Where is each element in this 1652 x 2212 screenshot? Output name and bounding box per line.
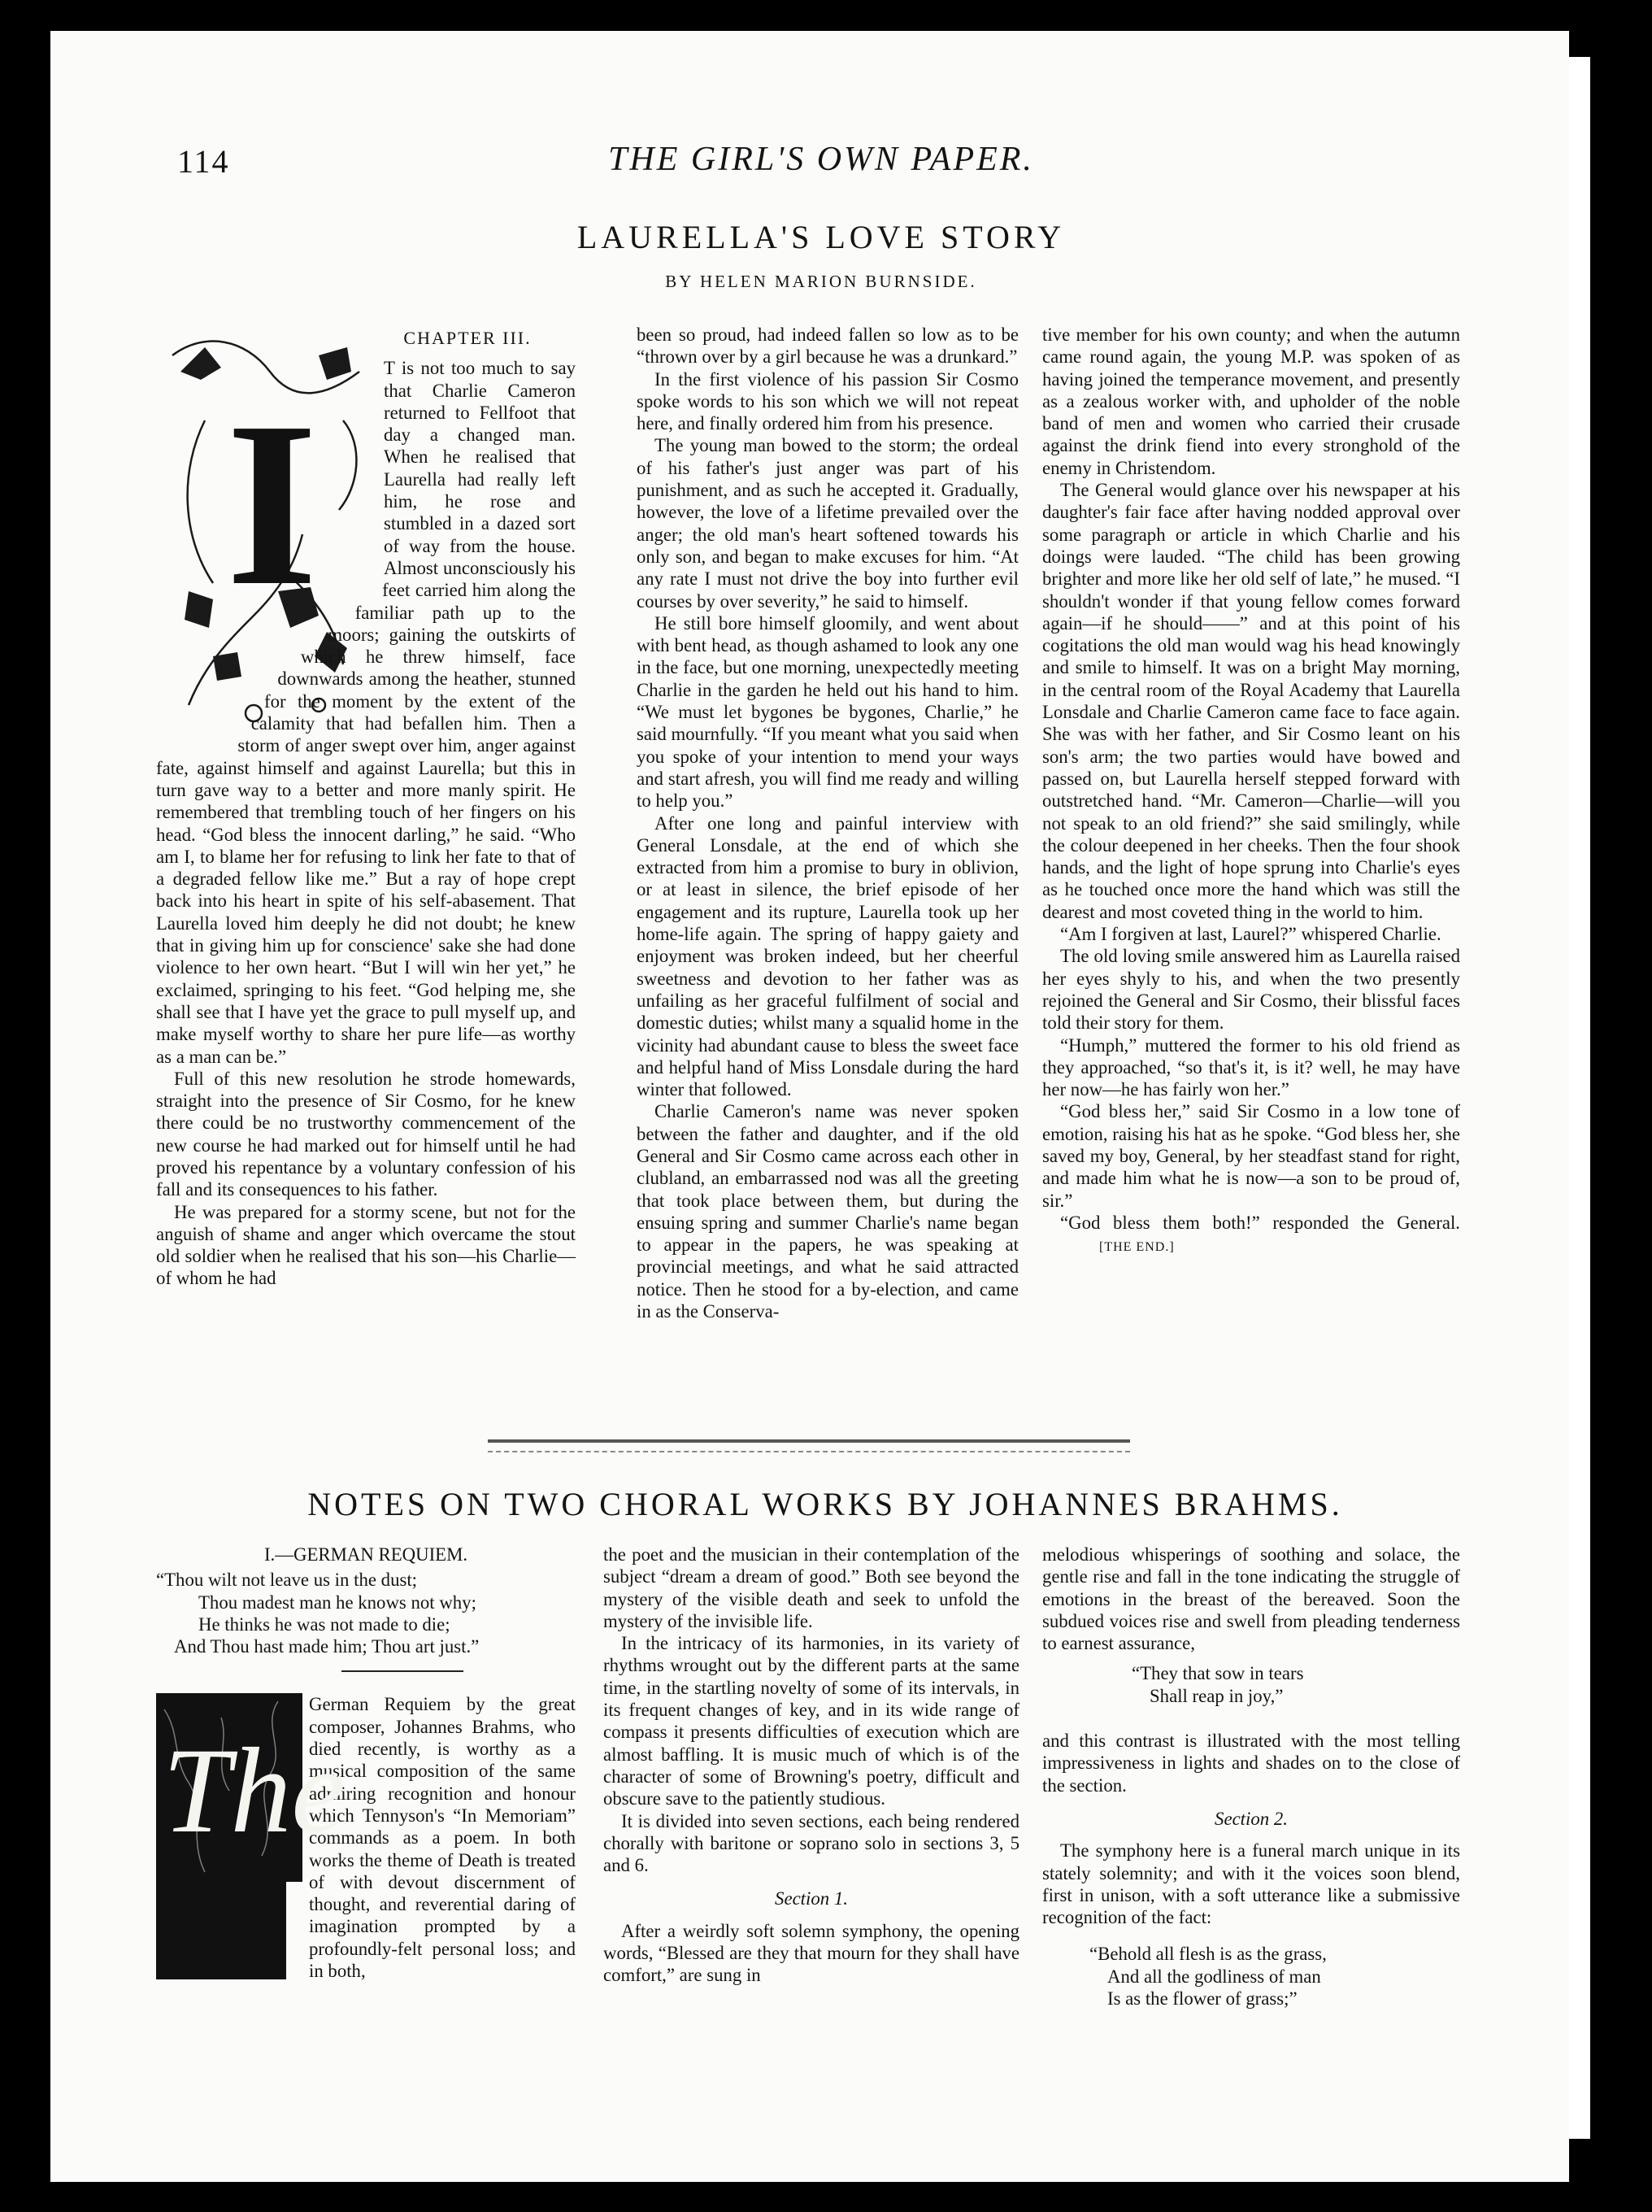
facing-page-edge [1569,57,1590,2139]
epigraph [156,1569,576,1657]
paragraph: the poet and the musician in their contemplation of the subject “dream a dream of good.” Both see beyond the mystery of the visible death and seek to unfold the mystery of the invisible life. [603,1544,1019,1631]
section-heading: Section 2. [1215,1808,1288,1829]
notes-column-2 [603,1544,1019,1987]
verse-line: “Behold all flesh is as the grass, [1089,1944,1327,1965]
paragraph: Full of this new resolution he strode homewards, straight into the presence of Sir Cosmo, for he knew there could be no trustworthy commencement of the new course he had marked out for himself until he had proved his repentance by a voluntary confession of his fall and its consequences to his father. [156,1068,576,1200]
paragraph: It is divided into seven sections, each being rendered chorally with baritone or soprano solo in sections 3, 5 and 6. [603,1810,1019,1876]
paragraph: Charlie Cameron's name was never spoken between the father and daughter, and if the old General and Sir Cosmo came across each other in clubland, an embarrassed nod was all the greeting that took place between them, but during the ensuing spring and summer Charlie's name began to appear in the papers, he was speaking at provincial meetings, and what he said attracted notice. Then he stood for a by-election, and came in as the Conserva- [637,1101,1019,1322]
verse [1089,1943,1460,2010]
verse-line: And all the godliness of man [1107,1966,1321,1987]
closing-line: “God bless them both!” responded the General. [1060,1212,1460,1233]
story-column-3 [1042,324,1460,1258]
verse [1132,1662,1460,1707]
paragraph [1042,1212,1460,1259]
paragraph: “Humph,” muttered the former to his old friend as they approached, “so that's it, is it? well, he may have her now—he has fairly won her.” [1042,1034,1460,1100]
notes-column-1 [156,1544,576,1982]
paragraph: “Am I forgiven at last, Laurel?” whispered Charlie. [1060,924,1441,945]
paragraph: “God bless her,” said Sir Cosmo in a low tone of emotion, raising his hat as he spoke. “God bless her, she saved my boy, General, by her steadfast stand for right, and made him what he is now—a son to be proud of, sir.” [1042,1101,1460,1211]
chapter-heading: CHAPTER III. [403,328,532,348]
paragraph: In the intricacy of its harmonies, in its variety of rhythms wrought out by the different parts at the same time, in the startling novelty of some of its intervals, in its frequent changes of key, and in its wide range of compass it presents difficulties of execution which are almost baffling. It is music much of which is of the character of some of Browning's poetry, difficult and obscure save to the patiently studious. [603,1633,1019,1809]
notes-subheading: I.—GERMAN REQUIEM. [263,1544,468,1565]
epigraph-line: And Thou hast made him; Thou art just.” [174,1636,480,1657]
story-byline: BY HELEN MARION BURNSIDE. [665,272,977,291]
paragraph: tive member for his own county; and when the autumn came round again, the young M.P. was spoken of as having joined the temperance movement, and presently as a zealous worker with, and upholder of the noble band of men and women who carried their crusade against the drink fiend into every stronghold of the enemy in Christendom. [1042,324,1460,478]
paragraph: T is not too much to say that Charlie Cameron returned to Fellfoot that day a changed man. When he realised that Laurella had really left him, he rose and stumbled in a dazed sort of way from the house. Almost unconsciously his feet carried him along the familiar path up to the moors; gaining the outskirts of which he threw himself, face downwards among the heather, stunned for the moment by the extent of the calamity that had befallen him. Then a storm of anger swept over him, anger against fate, against himself and against Laurella; but this in turn gave way to a better and more manly spirit. He remembered that trembling touch of her fingers on his head. “God bless the innocent darling,” he said. “Who am I, to blame her for refusing to link her fate to that of a degraded fellow like me.” But a ray of hope crept back into his heart in spite of his self-abasement. That Laurella loved him deeply he did not doubt; he knew that in giving him up for conscience' sake she had done violence to her own heart. “But I will win her yet,” he exclaimed, springing to his feet. “God helping me, she shall see that I have yet the grace to pull myself up, and make myself worthy to share her pure life—as worthy as a man can be.” [156,358,576,1067]
drop-cap-block-lower [156,1882,286,1979]
story-title: LAURELLA'S LOVE STORY [576,219,1066,255]
running-header: THE GIRL'S OWN PAPER. [608,141,1034,178]
drop-cap-letter: I [226,373,318,635]
paragraph: After a weirdly soft solemn symphony, the opening words, “Blessed are they that mourn for they shall have comfort,” are sung in [603,1920,1019,1986]
notes-title: NOTES ON TWO CHORAL WORKS BY JOHANNES BRAHMS. [307,1486,1343,1522]
foliage-icon [156,1693,346,1882]
drop-cap-letters: The [163,1723,346,1859]
verse-line: Is as the flower of grass;” [1107,1988,1298,2010]
paragraph: He still bore himself gloomily, and went about with bent head, as though ashamed to look any one in the face, but one morning, unexpectedly meeting Charlie in the garden he held out his hand to him. “We must let bygones be bygones, Charlie,” he said mournfully. “If you meant what you said when you spoke of your intention to mend your ways and start afresh, you will find me ready and willing to help you.” [637,612,1019,812]
notes-column-3 [1042,1544,1460,2016]
verse-line: Shall reap in joy,” [1150,1685,1284,1706]
paragraph: German Requiem by the great composer, Johannes Brahms, who died recently, is worthy as a musical composition of the same admiring recognition and honour which Tennyson's “In Memoriam” commands as a poem. In both works the theme of Death is treated of with devout discernment of thought, and reverential daring of imagination prompted by a profoundly-felt personal loss; and in both, [309,1694,576,1982]
drop-cap-block [156,1693,346,1882]
the-end-mark: [THE END.] [1099,1240,1175,1255]
small-rule [341,1670,463,1672]
paragraph: After one long and painful interview with General Lonsdale, at the end of which she extracted from him a promise to bury in oblivion, or at least in silence, the brief episode of her engagement and its rupture, Laurella took up her home-life again. The spring of happy gaiety and enjoyment was broken indeed, but her cheerful sweetness and devotion to her father was as unfailing as her graceful fulfilment of social and domestic duties; whilst many a squalid home in the vicinity had abundant cause to bless the sweet face and helpful hand of Miss Lonsdale during the hard winter that followed. [637,812,1019,1100]
verse-line: “They that sow in tears [1132,1663,1304,1684]
ornamental-drop-cap [156,1693,346,1979]
paragraph: The old loving smile answered him as Laurella raised her eyes shyly to his, and when the two presently rejoined the General and Sir Cosmo, their blissful faces told their story for them. [1042,946,1460,1034]
paragraph: melodious whisperings of soothing and solace, the gentle rise and fall in the tone indicating the struggle of emotions in the breast of the bereaved. Soon the subdued voices rise and swell from pleading tenderness to earnest assurance, [1042,1544,1460,1654]
paragraph: been so proud, had indeed fallen so low as to be “thrown over by a girl because he was a drunkard.” [637,324,1019,368]
paragraph: He was prepared for a stormy scene, but not for the anguish of shame and anger which overcame the stout old soldier when he realised that his son—his Charlie—of whom he had [156,1201,576,1289]
page-number: 114 [177,143,230,180]
paragraph: The symphony here is a funeral march unique in its stately solemnity; and with it the voices soon blend, first in unison, with a soft utterance like a submissive recognition of the fact: [1042,1840,1460,1928]
paragraph: The General would glance over his newspaper at his daughter's fair face after having nodded approval over some paragraph or article in which Charlie and his doings were lauded. “The child has been growing brighter and more like her old self of late,” he mused. “I shouldn't wonder if that young fellow comes forward again—if he should——” and at this point of his cogitations the old man would wag his head knowingly and smile to himself. It was on a bright May morning, in the central room of the Royal Academy that Laurella Lonsdale and Charlie Cameron came face to face again. She was with her father, and Sir Cosmo leant on his son's arm; the two parties would have bowed and passed on, but Laurella herself stepped forward with outstretched hand. “Mr. Cameron—Charlie—will you not speak to an old friend?” she said smilingly, while the colour deepened in her cheeks. Then the four shook hands, and the light of hope sprung into Charlie's eyes as he touched once more the hand which was still the dearest and most coveted thing in the world to him. [1042,480,1460,922]
paragraph: In the first violence of his passion Sir Cosmo spoke words to his son which we will not repeat here, and finally ordered him from his presence. [637,368,1019,434]
paragraph: and this contrast is illustrated with the most telling impressiveness in lights and shades on to the close of the section. [1042,1731,1460,1796]
epigraph-line: “Thou wilt not leave us in the dust; [156,1570,418,1591]
story-column-2 [637,324,1019,1322]
section-heading: Section 1. [775,1888,848,1909]
epigraph-line: Thou madest man he knows not why; [198,1592,476,1613]
section-divider [488,1439,1130,1452]
epigraph-line: He thinks he was not made to die; [198,1613,450,1635]
story-column-1 [156,327,576,1290]
paragraph: The young man bowed to the storm; the ordeal of his father's just anger was part of his punishment, and as such he accepted it. Gradually, however, the love of a lifetime prevailed over the anger; the old man's heart softened towards his only son, and began to make excuses for him. “At any rate I must not drive the boy into further evil courses by over severity,” he said to himself. [637,435,1019,612]
